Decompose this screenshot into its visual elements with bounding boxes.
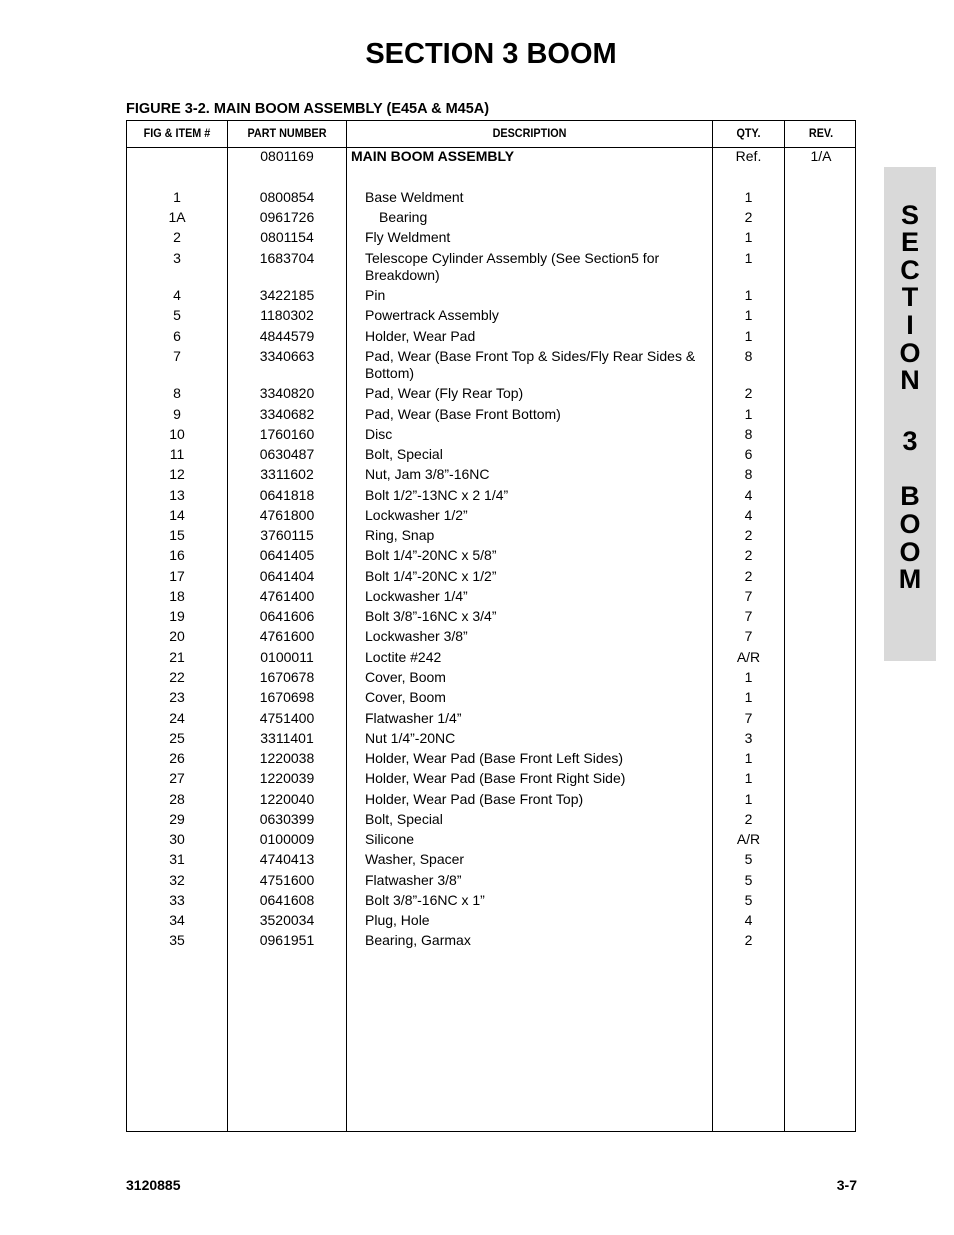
description-cell: Lockwasher 1/4” [365,588,468,604]
description-cell: Silicone [365,831,415,847]
part-number-cell: 0641606 [259,608,315,624]
quantity-cell: 7 [744,710,753,726]
part-number-cell: 3340682 [259,406,315,422]
description-cell: Holder, Wear Pad (Base Front Top) [365,791,584,807]
fig-item-number-cell: 6 [173,328,181,344]
fig-item-number-cell: 29 [169,811,185,827]
part-number-cell: 4751600 [259,872,315,888]
description-cell: Pad, Wear (Base Front Top & Sides/Fly Rear Sides & Bottom) [365,348,696,381]
quantity-cell: 4 [744,507,753,523]
part-number-cell: 0961726 [259,209,315,225]
description-cell: Base Weldment [365,189,464,205]
fig-item-number-cell: 14 [169,507,185,523]
fig-item-number-cell: 12 [169,466,185,482]
part-number-cell: 0641608 [259,892,315,908]
fig-item-number-cell: 22 [169,669,185,685]
part-number-cell: 0100009 [259,831,315,847]
part-number-cell: 1760160 [259,426,315,442]
quantity-cell: 1 [744,307,753,323]
quantity-cell: 1 [744,328,753,344]
fig-item-number-cell: 30 [169,831,185,847]
quantity-cell: 7 [744,588,753,604]
fig-item-number-cell: 16 [169,547,185,563]
quantity-cell: 1 [744,791,753,807]
part-number-cell: 0100011 [260,649,314,665]
fig-item-number-cell: 1A [168,209,186,225]
fig-item-number-cell: 15 [169,527,185,543]
quantity-cell: 5 [744,872,753,888]
description-cell: Holder, Wear Pad (Base Front Left Sides) [365,750,624,766]
quantity-cell: 1 [744,750,753,766]
part-number-cell: 4844579 [259,328,315,344]
fig-item-number-cell: 26 [169,750,185,766]
part-number-cell: 1180302 [260,307,314,323]
fig-item-number-cell: 17 [169,568,185,584]
fig-item-number-cell: 34 [169,912,185,928]
description-cell: Cover, Boom [365,689,446,705]
part-number-cell: 4751400 [259,710,315,726]
quantity-cell: 1 [744,250,753,266]
side-tab-letter: N [900,365,920,395]
fig-item-number-cell: 20 [169,628,185,644]
quantity-cell: 4 [744,487,753,503]
description-cell: Bearing, Garmax [365,932,471,948]
column-divider [227,121,228,1131]
quantity-cell: 2 [744,209,753,225]
fig-item-number-cell: 7 [173,348,181,364]
fig-item-number-cell: 5 [173,307,181,323]
figure-title: FIGURE 3-2. MAIN BOOM ASSEMBLY (E45A & M45A) [126,101,490,117]
header-fig-item: FIG & ITEM # [143,126,211,140]
quantity-cell: 2 [744,932,753,948]
description-cell: Pad, Wear (Fly Rear Top) [365,385,524,401]
fig-item-number-cell: 24 [169,710,185,726]
quantity-cell: 6 [744,446,753,462]
part-number-cell: 3311401 [260,730,314,746]
part-number-cell: 4740413 [259,851,315,867]
description-cell: Pad, Wear (Base Front Bottom) [365,406,561,422]
part-number-cell: 0801169 [260,148,314,164]
quantity-cell: Ref. [735,148,762,164]
quantity-cell: 5 [744,851,753,867]
description-cell: Bearing [379,209,428,225]
header-rev: REV. [808,126,834,140]
quantity-cell: 1 [744,229,753,245]
quantity-cell: 1 [744,189,753,205]
description-cell: Nut 1/4”-20NC [365,730,456,746]
fig-item-number-cell: 31 [169,851,185,867]
description-cell: Bolt, Special [365,811,443,827]
part-number-cell: 3340663 [259,348,315,364]
fig-item-number-cell: 13 [169,487,185,503]
fig-item-number-cell: 27 [169,770,185,786]
footer-doc-number: 3120885 [126,1177,181,1193]
quantity-cell: 2 [744,568,753,584]
fig-item-number-cell: 28 [169,791,185,807]
part-number-cell: 0630399 [259,811,315,827]
description-cell: Bolt 3/8”-16NC x 3/4” [365,608,497,624]
section-title: SECTION 3 BOOM [365,38,617,70]
description-cell: Nut, Jam 3/8”-16NC [365,466,490,482]
side-tab-letter: B [900,481,920,511]
part-number-cell: 1220038 [259,750,315,766]
description-cell: Lockwasher 1/2” [365,507,468,523]
fig-item-number-cell: 2 [173,229,181,245]
side-tab-letter: I [906,310,914,340]
part-number-cell: 0641818 [259,487,315,503]
fig-item-number-cell: 35 [169,932,185,948]
part-number-cell: 0641405 [259,547,315,563]
quantity-cell: 8 [744,348,753,364]
quantity-cell: 1 [744,406,753,422]
quantity-cell: 1 [744,287,753,303]
quantity-cell: 4 [744,912,753,928]
quantity-cell: 2 [744,811,753,827]
quantity-cell: 7 [744,628,753,644]
fig-item-number-cell: 11 [169,446,185,462]
part-number-cell: 0800854 [259,189,315,205]
description-cell: Fly Weldment [365,229,451,245]
header-qty: QTY. [736,126,761,140]
side-tab-letter: O [899,338,921,368]
quantity-cell: 3 [744,730,753,746]
revision-cell: 1/A [810,148,832,164]
description-cell: Bolt 3/8”-16NC x 1” [365,892,485,908]
part-number-cell: 3422185 [259,287,315,303]
description-cell: Bolt 1/4”-20NC x 1/2” [365,568,497,584]
quantity-cell: 1 [744,770,753,786]
description-cell: Bolt 1/2”-13NC x 2 1/4” [365,487,509,503]
quantity-cell: A/R [736,831,761,847]
part-number-cell: 3311602 [260,466,314,482]
part-number-cell: 1670678 [259,669,315,685]
description-cell: Bolt 1/4”-20NC x 5/8” [365,547,497,563]
description-cell: Loctite #242 [365,649,442,665]
header-part-number: PART NUMBER [247,126,327,140]
fig-item-number-cell: 25 [169,730,185,746]
description-cell: Flatwasher 3/8” [365,872,462,888]
fig-item-number-cell: 18 [169,588,185,604]
part-number-cell: 1670698 [259,689,315,705]
description-cell: MAIN BOOM ASSEMBLY [351,148,515,164]
column-divider [346,121,347,1131]
description-cell: Plug, Hole [365,912,430,928]
description-cell: Telescope Cylinder Assembly (See Section5 for Breakdown) [365,250,660,283]
section-side-tab [884,167,936,661]
description-cell: Bolt, Special [365,446,443,462]
fig-item-number-cell: 32 [169,872,185,888]
side-tab-letter: T [901,282,919,312]
column-divider [784,121,785,1131]
fig-item-number-cell: 8 [173,385,181,401]
fig-item-number-cell: 23 [169,689,185,705]
description-cell: Cover, Boom [365,669,446,685]
side-tab-letter: S [900,200,919,230]
part-number-cell: 4761600 [259,628,315,644]
quantity-cell: 1 [744,669,753,685]
part-number-cell: 4761800 [259,507,315,523]
quantity-cell: 8 [744,466,753,482]
quantity-cell: 8 [744,426,753,442]
fig-item-number-cell: 21 [169,649,185,665]
part-number-cell: 0641404 [259,568,315,584]
description-cell: Disc [365,426,393,442]
part-number-cell: 1220039 [259,770,315,786]
side-tab-letter: O [899,509,921,539]
side-tab-letter: O [899,537,921,567]
part-number-cell: 4761400 [259,588,315,604]
part-number-cell: 0961951 [259,932,315,948]
fig-item-number-cell: 3 [173,250,181,266]
part-number-cell: 3760115 [260,527,314,543]
header-description: DESCRIPTION [492,126,567,140]
description-cell: Pin [365,287,386,303]
description-cell: Washer, Spacer [365,851,465,867]
footer-page-number: 3-7 [836,1177,857,1193]
column-divider [712,121,713,1131]
quantity-cell: 2 [744,527,753,543]
part-number-cell: 3340820 [259,385,315,401]
parts-table [126,120,856,1132]
part-number-cell: 0630487 [259,446,315,462]
quantity-cell: 7 [744,608,753,624]
quantity-cell: 1 [744,689,753,705]
description-cell: Holder, Wear Pad (Base Front Right Side) [365,770,626,786]
part-number-cell: 3520034 [259,912,315,928]
quantity-cell: 5 [744,892,753,908]
fig-item-number-cell: 9 [173,406,181,422]
side-tab-letter: 3 [902,426,918,456]
fig-item-number-cell: 19 [169,608,185,624]
description-cell: Flatwasher 1/4” [365,710,462,726]
quantity-cell: 2 [744,547,753,563]
description-cell: Holder, Wear Pad [365,328,476,344]
quantity-cell: A/R [736,649,761,665]
part-number-cell: 1683704 [259,250,315,266]
side-tab-letter: M [898,564,922,594]
part-number-cell: 1220040 [259,791,315,807]
fig-item-number-cell: 1 [173,189,181,205]
side-tab-letter: E [900,227,919,257]
fig-item-number-cell: 4 [173,287,181,303]
description-cell: Powertrack Assembly [365,307,499,323]
fig-item-number-cell: 10 [169,426,185,442]
fig-item-number-cell: 33 [169,892,185,908]
part-number-cell: 0801154 [260,229,314,245]
side-tab-letter: C [900,255,920,285]
description-cell: Ring, Snap [365,527,435,543]
quantity-cell: 2 [744,385,753,401]
description-cell: Lockwasher 3/8” [365,628,468,644]
